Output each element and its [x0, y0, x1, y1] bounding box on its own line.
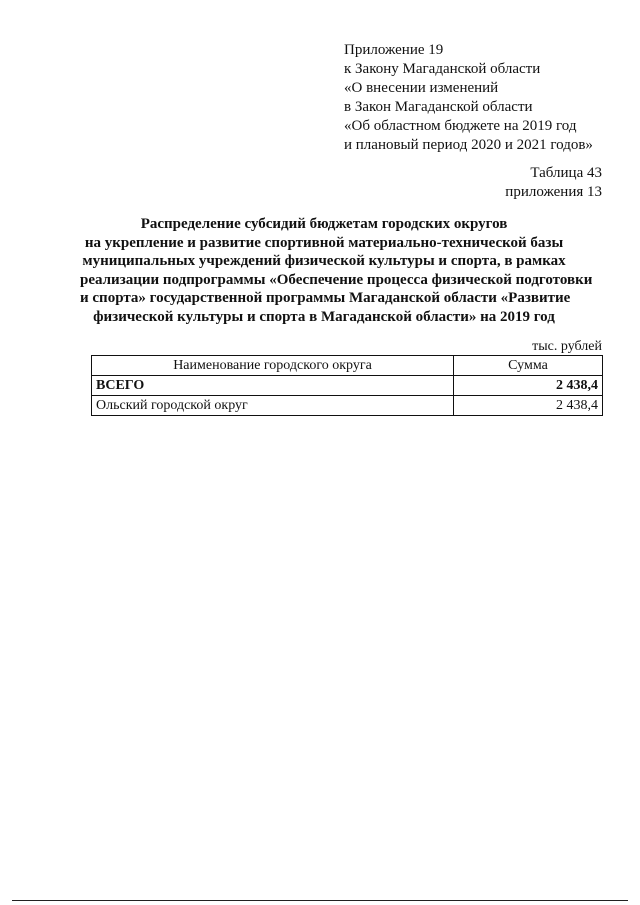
appendix-header — [344, 41, 593, 155]
appendix-line: «Об областном бюджете на 2019 год — [344, 118, 577, 134]
total-label: ВСЕГО — [92, 376, 454, 396]
title-line: на укрепление и развитие спортивной материально-технической базы — [84, 234, 564, 251]
document-title — [80, 215, 593, 327]
appendix-line: и плановый период 2020 и 2021 годов» — [344, 137, 593, 153]
subsidy-table — [91, 355, 603, 416]
title-line: реализации подпрограммы «Обеспечение процесса физической подготовки — [80, 271, 593, 288]
appendix-line: «О внесении изменений — [344, 80, 499, 96]
appendix-line: к Закону Магаданской области — [344, 61, 541, 77]
appendix-line: в Закон Магаданской области — [344, 99, 533, 115]
title-line: и спорта» государственной программы Магаданской области «Развитие — [80, 290, 571, 307]
header-district-name: Наименование городского округа — [92, 356, 454, 376]
appendix-line: Приложение 19 — [344, 42, 444, 58]
table-header-row — [92, 356, 603, 376]
table-row — [92, 396, 603, 416]
table-reference — [505, 164, 602, 202]
table-total-row — [92, 376, 603, 396]
title-line: муниципальных учреждений физической культуры и спорта, в рамках — [82, 253, 566, 270]
page-bottom-rule — [12, 900, 628, 901]
district-amount: 2 438,4 — [454, 396, 603, 416]
title-line: Распределение субсидий бюджетам городских округов — [140, 216, 508, 232]
total-amount: 2 438,4 — [454, 376, 603, 396]
table-number: Таблица 43 — [530, 165, 602, 181]
header-amount: Сумма — [454, 356, 603, 376]
title-line: физической культуры и спорта в Магаданской области» на 2019 год — [93, 308, 555, 325]
district-name: Ольский городской округ — [92, 396, 454, 416]
units-label: тыс. рублей — [532, 339, 602, 354]
appendix-reference: приложения 13 — [505, 184, 602, 200]
